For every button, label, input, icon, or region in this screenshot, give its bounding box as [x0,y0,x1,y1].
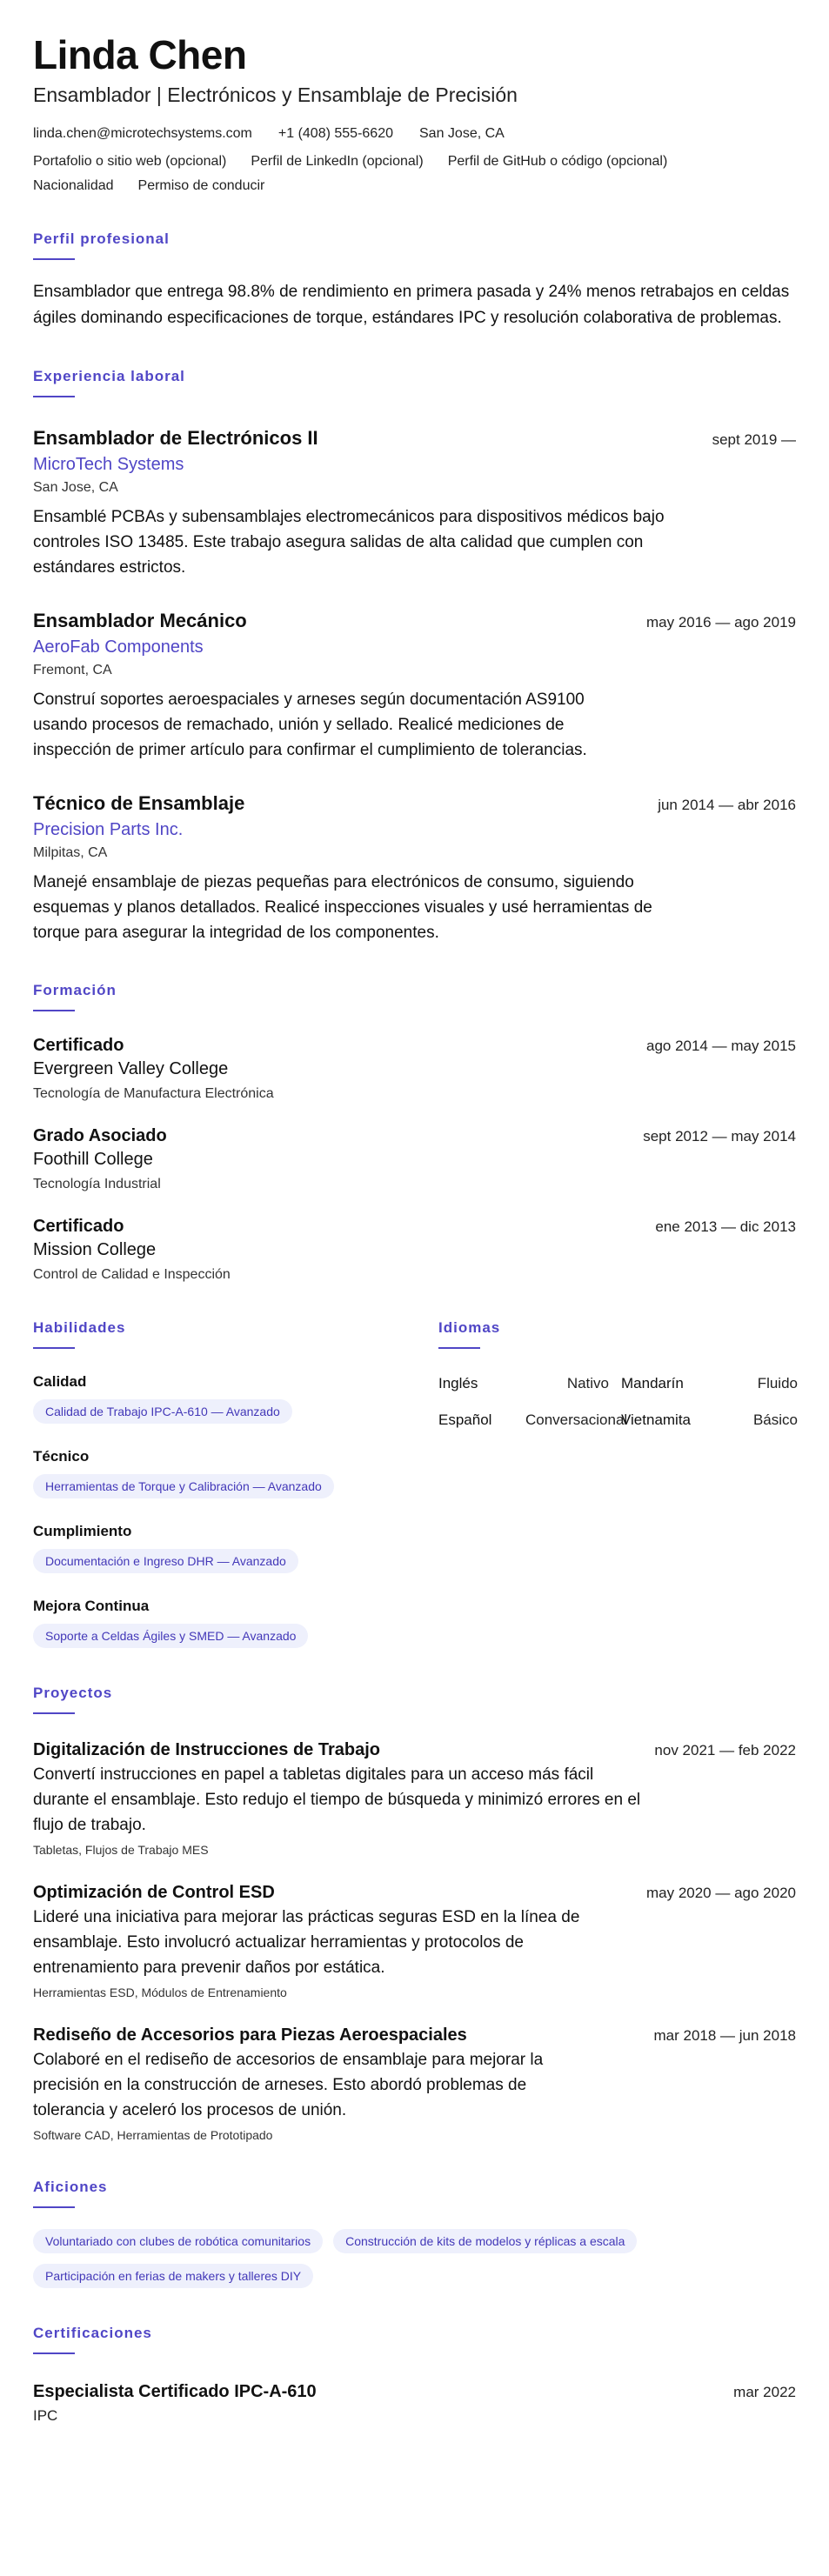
education-school: Mission College [33,1240,157,1259]
hobbies-list [33,2219,796,2288]
skill-group [33,1598,438,1648]
resume-header [33,31,796,206]
job-location: San Jose, CA [33,480,118,495]
project-title: Rediseño de Accesorios para Piezas Aeroespaciales [33,2025,467,2045]
education-field: Tecnología de Manufactura Electrónica [33,1086,274,1101]
skill-group [33,1373,438,1424]
certification-date: mar 2022 [733,2384,796,2400]
skill-chip: Calidad de Trabajo IPC-A-610 — Avanzado [33,1399,292,1424]
education-field: Control de Calidad e Inspección [33,1267,231,1282]
section-title: Experiencia laboral [33,368,185,384]
section-title: Formación [33,982,117,998]
job-title: Ensamblador Mecánico [33,610,247,631]
job-description: Manejé ensamblaje de piezas pequeñas para electrónicos de consumo, siguiendo esquemas y planos detallados. Realicé inspecciones visuales y usé herramientas de torque para asegurar la integridad de los componentes. [33,873,652,942]
skill-group [33,1523,438,1573]
skill-chip: Documentación e Ingreso DHR — Avanzado [33,1549,298,1573]
candidate-headline: Ensamblador | Electrónicos y Ensamblaje de Precisión [33,83,518,106]
language-name: Vietnamita [621,1411,692,1428]
job-location: Fremont, CA [33,663,112,677]
nationality-text: Nacionalidad [33,178,114,193]
education-degree: Grado Asociado [33,1126,167,1145]
section-title: Idiomas [438,1319,501,1336]
skills-section [33,1319,438,1648]
driving-license-text: Permiso de conducir [137,178,265,193]
section-title: Perfil profesional [33,230,170,247]
education-entry [33,1126,796,1192]
section-title: Aficiones [33,2179,108,2195]
job-title: Técnico de Ensamblaje [33,792,245,814]
location-text: San Jose, CA [419,126,505,141]
hobbies-section [33,2179,796,2288]
education-field: Tecnología Industrial [33,1177,161,1191]
education-date: ago 2014 — may 2015 [645,1038,796,1054]
project-date: nov 2021 — feb 2022 [654,1742,796,1758]
section-title: Habilidades [33,1319,126,1336]
project-date: may 2020 — ago 2020 [645,1885,796,1901]
education-section [33,982,796,1283]
job-location: Milpitas, CA [33,845,108,860]
section-divider [33,1712,75,1714]
project-tech: Herramientas ESD, Módulos de Entrenamiento [33,1985,287,1999]
project-entry [33,1740,796,1857]
language-name: Mandarín [621,1375,684,1391]
phone-text: +1 (408) 555-6620 [277,126,393,141]
skill-chip: Soporte a Celdas Ágiles y SMED — Avanzado [33,1624,308,1648]
skill-category: Cumplimiento [33,1523,132,1539]
job-entry [33,792,796,945]
project-entry [33,1883,796,1999]
language-name: Inglés [438,1375,478,1391]
section-divider [438,1347,480,1349]
project-description: Convertí instrucciones en papel a tabletas digitales para un acceso más fácil durante el ensamblaje. Esto redujo el tiempo de búsqueda y minimizó errores en el flujo de trabajo. [33,1765,641,1834]
certifications-section [33,2325,796,2425]
project-title: Digitalización de Instrucciones de Trabajo [33,1740,380,1759]
project-title: Optimización de Control ESD [33,1883,275,1902]
section-divider [33,2352,75,2354]
hobby-chip: Voluntariado con clubes de robótica comunitarios [33,2229,323,2253]
language-level: Básico [752,1411,798,1428]
section-divider [33,2206,75,2208]
job-description: Ensamblé PCBAs y subensamblajes electromecánicos para dispositivos médicos bajo controles ISO 13485. Este trabajo asegura salidas de alta calidad que cumplen con estándares estrictos. [33,508,665,577]
skill-group [33,1448,438,1498]
section-title: Proyectos [33,1685,113,1701]
extras-row [33,178,796,206]
github-link[interactable]: Perfil de GitHub o código (opcional) [447,154,668,169]
linkedin-link[interactable]: Perfil de LinkedIn (opcional) [251,154,424,169]
job-entry [33,610,796,763]
education-entry [33,1036,796,1102]
section-divider [33,258,75,260]
candidate-name: Linda Chen [33,32,247,77]
job-date: jun 2014 — abr 2016 [658,797,796,813]
job-company: Precision Parts Inc. [33,820,184,839]
job-date: sept 2019 — [712,431,796,448]
language-level: Conversacional [525,1411,628,1428]
profile-section [33,230,796,331]
experience-section [33,368,796,945]
skill-chip: Herramientas de Torque y Calibración — Avanzado [33,1474,334,1498]
languages-grid [438,1375,796,1429]
hobby-chip: Construcción de kits de modelos y réplicas a escala [333,2229,637,2253]
education-degree: Certificado [33,1217,124,1236]
project-entry [33,2025,796,2142]
certification-name: Especialista Certificado IPC-A-610 [33,2382,317,2401]
language-level: Fluido [757,1375,798,1391]
section-divider [33,396,75,397]
skill-category: Calidad [33,1373,87,1390]
language-name: Español [438,1411,492,1428]
education-school: Evergreen Valley College [33,1059,229,1078]
skill-category: Mejora Continua [33,1598,150,1614]
education-date: sept 2012 — may 2014 [643,1128,796,1145]
skills-languages-row [33,1319,796,1648]
certification-issuer: IPC [33,2407,58,2424]
job-description: Construí soportes aeroespaciales y arneses según documentación AS9100 usando procesos de remachado, unión y sellado. Realicé mediciones de inspección de primer artículo para confirmar el cumplimiento de tolerancias. [33,691,587,759]
project-date: mar 2018 — jun 2018 [653,2027,796,2044]
education-degree: Certificado [33,1036,124,1055]
job-company: MicroTech Systems [33,455,184,474]
hobby-chip: Participación en ferias de makers y talleres DIY [33,2264,313,2288]
education-entry [33,1217,796,1283]
project-tech: Tabletas, Flujos de Trabajo MES [33,1843,209,1857]
profile-summary: Ensamblador que entrega 98.8% de rendimiento en primera pasada y 24% menos retrabajos en celdas ágiles dominando especificaciones de torque, estándares IPC y resolución colaborativa de problemas. [33,283,790,327]
portfolio-link[interactable]: Portafolio o sitio web (opcional) [33,154,227,169]
projects-section [33,1685,796,2142]
email-text: linda.chen@microtechsystems.com [33,126,252,141]
project-description: Lideré una iniciativa para mejorar las prácticas seguras ESD en la línea de ensamblaje. Esto involucró actualizar herramientas y protocolos de entrenamiento para prevenir daños por estática. [33,1908,580,1977]
skill-category: Técnico [33,1448,90,1465]
certification-entry [33,2382,796,2425]
job-date: may 2016 — ago 2019 [645,614,796,631]
project-description: Colaboré en el rediseño de accesorios de ensamblaje para mejorar la precisión en la construcción de arneses. Esto abordó problemas de tolerancia y aceleró los procesos de unión. [33,2051,544,2119]
section-divider [33,1010,75,1011]
section-divider [33,1347,75,1349]
project-tech: Software CAD, Herramientas de Prototipado [33,2128,273,2142]
job-company: AeroFab Components [33,637,204,657]
education-school: Foothill College [33,1150,153,1169]
contact-row [33,126,796,154]
section-title: Certificaciones [33,2325,152,2341]
language-level: Nativo [566,1375,609,1391]
education-date: ene 2013 — dic 2013 [655,1218,796,1235]
languages-section [438,1319,796,1648]
job-entry [33,427,796,580]
job-title: Ensamblador de Electrónicos II [33,427,318,449]
